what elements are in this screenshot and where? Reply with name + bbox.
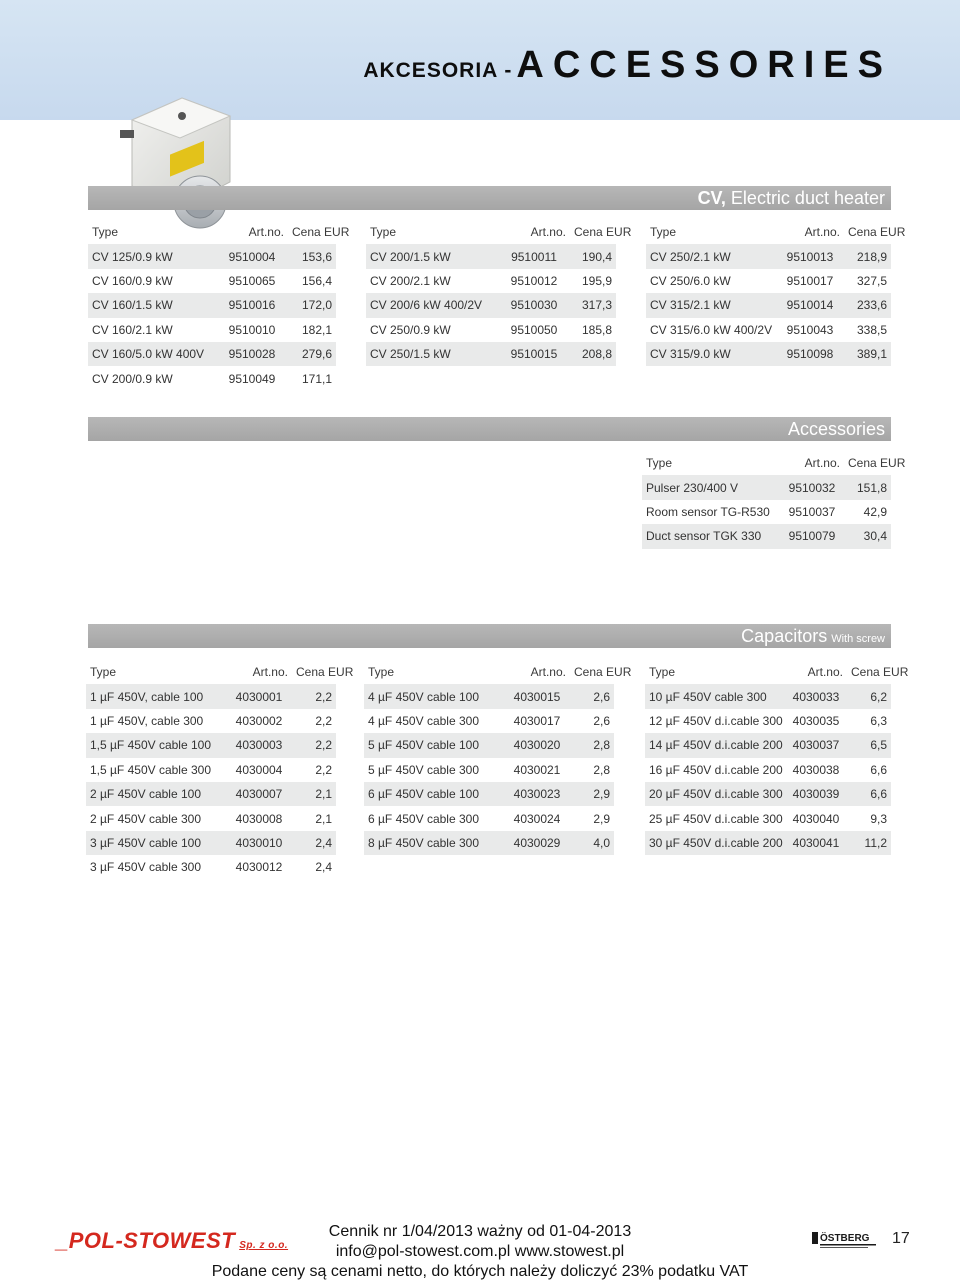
art-cell: 4030029 (504, 831, 570, 855)
art-cell: 4030010 (226, 831, 292, 855)
art-cell: 9510010 (216, 318, 288, 342)
col-header-price: Cena EUR (574, 225, 632, 240)
price-cell: 195,9 (570, 269, 616, 293)
art-cell: 4030015 (504, 684, 570, 708)
logo-text: POL-STOWEST (68, 1228, 236, 1253)
price-cell: 2,1 (292, 782, 336, 806)
art-cell: 4030001 (226, 684, 292, 708)
price-cell: 11,2 (847, 831, 891, 855)
price-cell: 338,5 (844, 318, 891, 342)
logo-sp: Sp. z o.o. (239, 1240, 289, 1251)
table-row (364, 758, 614, 782)
price-cell: 6,5 (847, 733, 891, 757)
art-cell: 4030040 (785, 806, 847, 830)
pol-stowest-logo: _POL-STOWEST Sp. z o.o. (56, 1228, 289, 1253)
heater-table-1 (88, 220, 350, 391)
table-row (364, 782, 614, 806)
type-cell: 2 µF 450V cable 300 (86, 806, 226, 830)
price-cell: 2,9 (570, 806, 614, 830)
art-cell: 4030008 (226, 806, 292, 830)
table-row (86, 806, 336, 830)
title-main: ACCESSORIES (516, 44, 892, 86)
price-cell: 4,0 (570, 831, 614, 855)
ostberg-logo (812, 1228, 878, 1252)
table-row (642, 524, 891, 548)
col-header-price: Cena EUR (296, 665, 354, 680)
price-cell: 153,6 (288, 244, 336, 268)
type-cell: 1 µF 450V, cable 300 (86, 709, 226, 733)
price-cell: 182,1 (288, 318, 336, 342)
table-row (88, 244, 336, 268)
price-cell: 156,4 (288, 269, 336, 293)
table-row (646, 244, 891, 268)
art-cell: 9510012 (498, 269, 570, 293)
table-row (645, 806, 891, 830)
price-cell: 327,5 (844, 269, 891, 293)
table-row (366, 318, 616, 342)
table-row (645, 733, 891, 757)
price-cell: 6,2 (847, 684, 891, 708)
type-cell: 16 µF 450V d.i.cable 200 (645, 758, 785, 782)
section-title-accessories: Accessories (787, 419, 885, 439)
table-row (86, 782, 336, 806)
art-cell: 9510037 (780, 500, 844, 524)
col-header-type: Type (92, 225, 119, 240)
art-cell: 9510013 (776, 244, 844, 268)
art-cell: 4030004 (226, 758, 292, 782)
type-cell: CV 200/2.1 kW (366, 269, 498, 293)
type-cell: CV 250/2.1 kW (646, 244, 776, 268)
type-cell: CV 160/0.9 kW (88, 269, 216, 293)
table-row (366, 244, 616, 268)
type-cell: 20 µF 450V d.i.cable 300 (645, 782, 785, 806)
price-cell: 2,8 (570, 733, 614, 757)
col-header-type: Type (368, 665, 395, 680)
art-cell: 9510065 (216, 269, 288, 293)
type-cell: 5 µF 450V cable 100 (364, 733, 504, 757)
art-cell: 9510016 (216, 293, 288, 317)
table-row (645, 684, 891, 708)
price-cell: 2,6 (570, 709, 614, 733)
type-cell: CV 315/2.1 kW (646, 293, 776, 317)
section-subtitle-with-screw: With screw (831, 633, 885, 645)
title-prefix: AKCESORIA - (363, 59, 513, 82)
type-cell: 1 µF 450V, cable 100 (86, 684, 226, 708)
col-header-art: Art.no. (248, 225, 284, 240)
section-bar-capacitors (88, 624, 891, 648)
heater-table-2 (366, 220, 632, 366)
ostberg-text: ÖSTBERG (820, 1233, 870, 1244)
contact-line: info@pol-stowest.com.pl www.stowest.pl (335, 1243, 625, 1260)
table-row (86, 831, 336, 855)
col-header-art: Art.no. (804, 225, 840, 240)
type-cell: CV 160/5.0 kW 400V (88, 342, 216, 366)
type-cell: 6 µF 450V cable 300 (364, 806, 504, 830)
table-row (364, 709, 614, 733)
art-cell: 4030039 (785, 782, 847, 806)
art-cell: 9510032 (780, 475, 844, 499)
table-row (366, 342, 616, 366)
type-cell: 3 µF 450V cable 300 (86, 855, 226, 879)
price-cell: 30,4 (844, 524, 891, 548)
table-row (646, 342, 891, 366)
price-cell: 317,3 (570, 293, 616, 317)
type-cell: 2 µF 450V cable 100 (86, 782, 226, 806)
table-row (86, 733, 336, 757)
art-cell: 9510028 (216, 342, 288, 366)
art-cell: 9510043 (776, 318, 844, 342)
art-cell: 4030002 (226, 709, 292, 733)
table-row (88, 366, 336, 390)
price-cell: 42,9 (844, 500, 891, 524)
table-row (86, 684, 336, 708)
vat-note: Podane ceny są cenami netto, do których należy doliczyć 23% podatku VAT (211, 1263, 749, 1280)
type-cell: 10 µF 450V cable 300 (645, 684, 785, 708)
section-title-cv: CV, (697, 188, 726, 208)
price-cell: 185,8 (570, 318, 616, 342)
table-row (364, 831, 614, 855)
table-row (88, 269, 336, 293)
price-cell: 2,2 (292, 684, 336, 708)
type-cell: CV 125/0.9 kW (88, 244, 216, 268)
col-header-art: Art.no. (804, 456, 840, 471)
table-row (88, 342, 336, 366)
page-number: 17 (892, 1230, 910, 1247)
col-header-art: Art.no. (530, 225, 566, 240)
table-row (645, 758, 891, 782)
price-cell: 6,3 (847, 709, 891, 733)
art-cell: 4030020 (504, 733, 570, 757)
table-row (645, 831, 891, 855)
type-cell: CV 200/0.9 kW (88, 366, 216, 390)
price-cell: 6,6 (847, 782, 891, 806)
art-cell: 9510014 (776, 293, 844, 317)
art-cell: 4030035 (785, 709, 847, 733)
table-row (364, 733, 614, 757)
art-cell: 9510098 (776, 342, 844, 366)
type-cell: CV 250/1.5 kW (366, 342, 498, 366)
section-title-duct-heater: Electric duct heater (725, 188, 885, 208)
price-cell: 2,2 (292, 733, 336, 757)
section-title-capacitors: Capacitors (741, 626, 828, 646)
table-row (645, 782, 891, 806)
price-cell: 389,1 (844, 342, 891, 366)
table-row (646, 318, 891, 342)
table-row (88, 293, 336, 317)
col-header-price: Cena EUR (574, 665, 632, 680)
art-cell: 4030041 (785, 831, 847, 855)
heater-table-3 (646, 220, 906, 366)
price-cell: 9,3 (847, 806, 891, 830)
art-cell: 9510015 (498, 342, 570, 366)
art-cell: 9510049 (216, 366, 288, 390)
price-cell: 2,1 (292, 806, 336, 830)
type-cell: CV 160/2.1 kW (88, 318, 216, 342)
type-cell: CV 315/6.0 kW 400/2V (646, 318, 776, 342)
table-row (645, 709, 891, 733)
art-cell: 4030033 (785, 684, 847, 708)
table-row (642, 475, 891, 499)
type-cell: CV 250/6.0 kW (646, 269, 776, 293)
section-bar-accessories (88, 417, 891, 441)
art-cell: 4030007 (226, 782, 292, 806)
col-header-art: Art.no. (530, 665, 566, 680)
art-cell: 4030024 (504, 806, 570, 830)
art-cell: 4030038 (785, 758, 847, 782)
capacitor-table-2 (364, 660, 632, 855)
price-cell: 218,9 (844, 244, 891, 268)
section-bar-duct-heater (88, 186, 891, 210)
art-cell: 9510011 (498, 244, 570, 268)
price-cell: 233,6 (844, 293, 891, 317)
type-cell: 25 µF 450V d.i.cable 300 (645, 806, 785, 830)
table-row (88, 318, 336, 342)
type-cell: 30 µF 450V d.i.cable 200 (645, 831, 785, 855)
art-cell: 4030021 (504, 758, 570, 782)
price-cell: 171,1 (288, 366, 336, 390)
capacitor-table-1 (86, 660, 354, 880)
price-list-validity: Cennik nr 1/04/2013 ważny od 01-04-2013 (328, 1223, 632, 1240)
price-cell: 190,4 (570, 244, 616, 268)
col-header-price: Cena EUR (292, 225, 350, 240)
type-cell: Pulser 230/400 V (642, 475, 780, 499)
col-header-type: Type (650, 225, 677, 240)
accessories-table (642, 451, 906, 549)
art-cell: 9510079 (780, 524, 844, 548)
type-cell: 14 µF 450V d.i.cable 200 (645, 733, 785, 757)
table-row (86, 758, 336, 782)
art-cell: 4030003 (226, 733, 292, 757)
table-row (364, 806, 614, 830)
col-header-price: Cena EUR (848, 225, 906, 240)
col-header-price: Cena EUR (848, 456, 906, 471)
price-cell: 2,8 (570, 758, 614, 782)
type-cell: CV 160/1.5 kW (88, 293, 216, 317)
type-cell: 1,5 µF 450V cable 300 (86, 758, 226, 782)
type-cell: CV 315/9.0 kW (646, 342, 776, 366)
price-cell: 151,8 (844, 475, 891, 499)
col-header-art: Art.no. (807, 665, 843, 680)
type-cell: CV 200/6 kW 400/2V (366, 293, 498, 317)
art-cell: 9510030 (498, 293, 570, 317)
type-cell: 1,5 µF 450V cable 100 (86, 733, 226, 757)
col-header-type: Type (90, 665, 117, 680)
type-cell: 12 µF 450V d.i.cable 300 (645, 709, 785, 733)
table-row (642, 500, 891, 524)
art-cell: 4030037 (785, 733, 847, 757)
table-row (86, 709, 336, 733)
capacitor-table-3 (645, 660, 909, 855)
type-cell: 5 µF 450V cable 300 (364, 758, 504, 782)
price-cell: 208,8 (570, 342, 616, 366)
type-cell: 4 µF 450V cable 100 (364, 684, 504, 708)
type-cell: 8 µF 450V cable 300 (364, 831, 504, 855)
art-cell: 4030012 (226, 855, 292, 879)
type-cell: 6 µF 450V cable 100 (364, 782, 504, 806)
art-cell: 9510050 (498, 318, 570, 342)
col-header-type: Type (646, 456, 673, 471)
type-cell: Room sensor TG-R530 (642, 500, 780, 524)
art-cell: 9510004 (216, 244, 288, 268)
price-cell: 2,4 (292, 831, 336, 855)
type-cell: CV 250/0.9 kW (366, 318, 498, 342)
table-row (366, 269, 616, 293)
table-row (366, 293, 616, 317)
table-row (364, 684, 614, 708)
type-cell: Duct sensor TGK 330 (642, 524, 780, 548)
price-cell: 2,9 (570, 782, 614, 806)
col-header-type: Type (649, 665, 676, 680)
price-cell: 2,6 (570, 684, 614, 708)
col-header-art: Art.no. (252, 665, 288, 680)
art-cell: 4030023 (504, 782, 570, 806)
table-row (646, 293, 891, 317)
art-cell: 9510017 (776, 269, 844, 293)
price-cell: 2,2 (292, 709, 336, 733)
type-cell: 3 µF 450V cable 100 (86, 831, 226, 855)
col-header-type: Type (370, 225, 397, 240)
type-cell: 4 µF 450V cable 300 (364, 709, 504, 733)
price-cell: 6,6 (847, 758, 891, 782)
col-header-price: Cena EUR (851, 665, 909, 680)
table-row (646, 269, 891, 293)
type-cell: CV 200/1.5 kW (366, 244, 498, 268)
table-row (86, 855, 336, 879)
page-title (363, 44, 892, 87)
art-cell: 4030017 (504, 709, 570, 733)
price-cell: 172,0 (288, 293, 336, 317)
price-cell: 2,4 (292, 855, 336, 879)
price-cell: 2,2 (292, 758, 336, 782)
price-cell: 279,6 (288, 342, 336, 366)
